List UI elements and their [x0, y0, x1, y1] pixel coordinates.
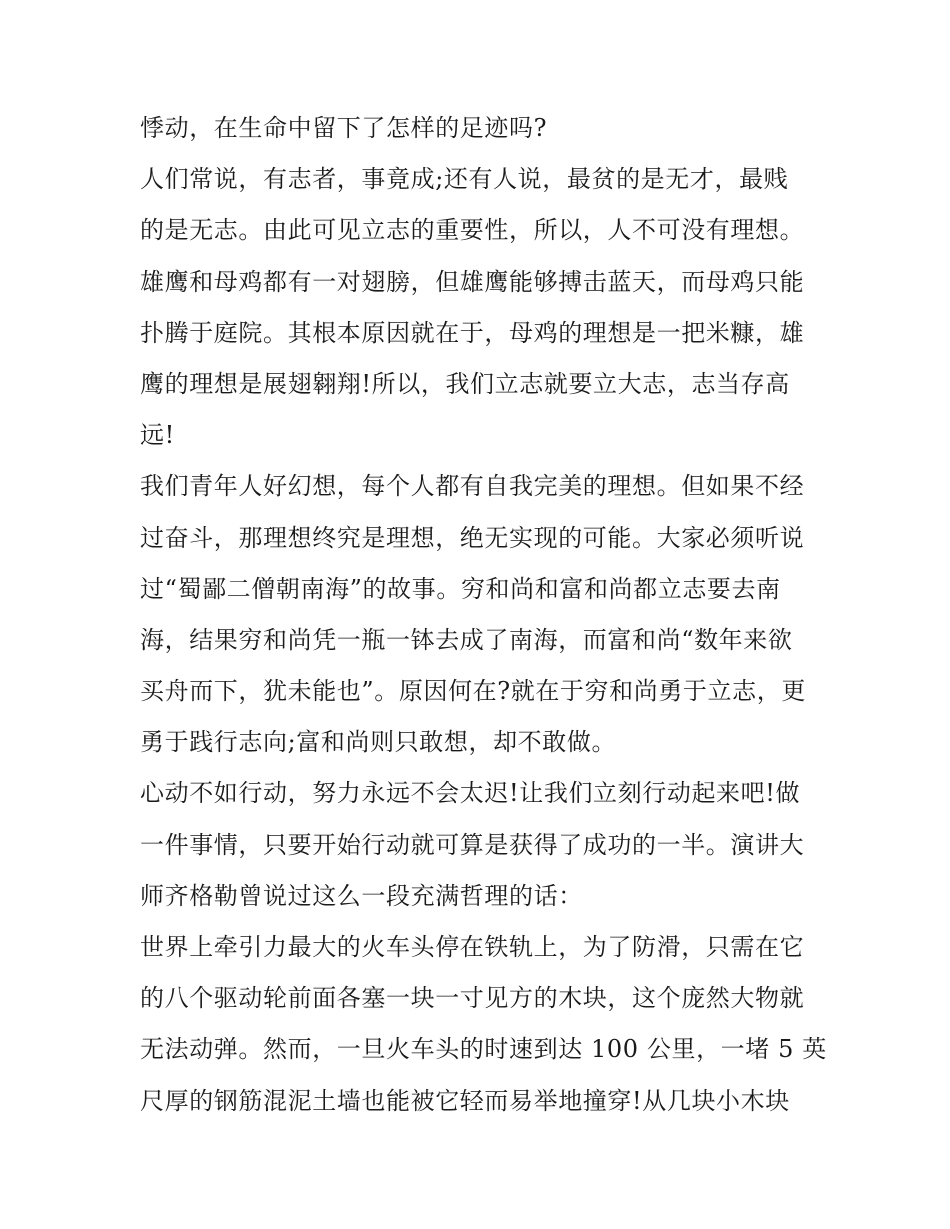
text-line: 远! — [140, 421, 175, 450]
text-line: 尺厚的钢筋混泥土墙也能被它轻而易举地撞穿!从几块小木块 — [140, 1086, 790, 1115]
text-line: 师齐格勒曾说过这么一段充满哲理的话： — [140, 881, 583, 910]
text-line: 心动不如行动，努力永远不会太迟!让我们立刻行动起来吧!做 — [140, 779, 801, 808]
text-line: 雄鹰和母鸡都有一对翅膀，但雄鹰能够搏击蓝天，而母鸡只能 — [140, 267, 805, 296]
text-line: 勇于践行志向;富和尚则只敢想，却不敢做。 — [140, 728, 617, 757]
text-line: 悸动，在生命中留下了怎样的足迹吗? — [140, 114, 548, 142]
text-line: 无法动弹。然而，一旦火车头的时速到达 100 公里，一堵 5 英 — [140, 1035, 827, 1064]
text-line: 鹰的理想是展翅翱翔!所以，我们立志就要立大志，志当存高 — [140, 369, 790, 398]
text-line: 的八个驱动轮前面各塞一块一寸见方的木块，这个庞然大物就 — [140, 984, 805, 1013]
text-line: 过“蜀鄙二僧朝南海”的故事。穷和尚和富和尚都立志要去南 — [140, 574, 781, 603]
text-line: 人们常说，有志者，事竟成;还有人说，最贫的是无才，最贱 — [140, 165, 789, 194]
text-line: 世界上牵引力最大的火车头停在铁轨上，为了防滑，只需在它 — [140, 933, 805, 961]
text-line: 一件事情，只要开始行动就可算是获得了成功的一半。演讲大 — [140, 830, 805, 859]
body-text — [140, 108, 827, 1132]
text-line: 的是无志。由此可见立志的重要性，所以，人不可没有理想。 — [140, 216, 805, 245]
text-line: 我们青年人好幻想，每个人都有自我完美的理想。但如果不经 — [140, 472, 805, 501]
text-line: 海，结果穷和尚凭一瓶一钵去成了南海，而富和尚“数年来欲 — [140, 625, 793, 654]
text-line: 过奋斗，那理想终究是理想，绝无实现的可能。大家必须听说 — [140, 523, 805, 552]
text-line: 扑腾于庭院。其根本原因就在于，母鸡的理想是一把米糠，雄 — [140, 318, 805, 347]
text-line: 买舟而下，犹未能也”。原因何在?就在于穷和尚勇于立志，更 — [140, 677, 806, 706]
